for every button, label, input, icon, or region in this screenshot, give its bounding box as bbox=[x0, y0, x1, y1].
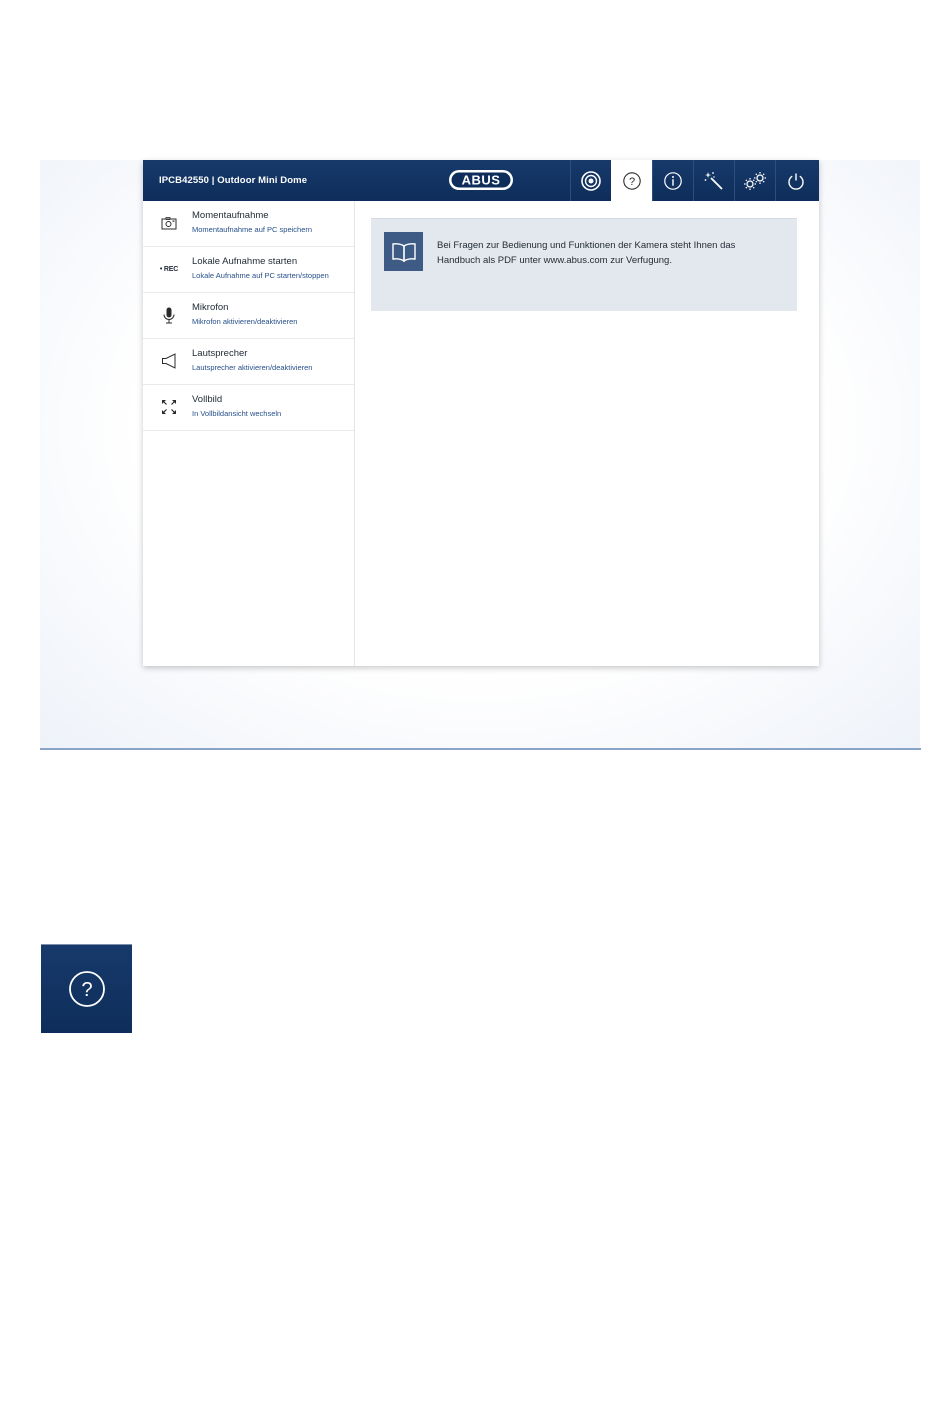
speaker-icon bbox=[157, 350, 181, 372]
sidebar-item-microphone[interactable] bbox=[143, 293, 354, 339]
help-icon bbox=[67, 969, 107, 1009]
magic-wand-icon bbox=[703, 170, 725, 192]
sidebar bbox=[143, 201, 355, 666]
abus-logo bbox=[448, 169, 514, 191]
sidebar-item-subtitle: Lokale Aufnahme auf PC starten/stoppen bbox=[192, 271, 329, 280]
settings-button[interactable] bbox=[734, 160, 775, 201]
top-bar bbox=[143, 160, 819, 201]
sidebar-item-speaker[interactable] bbox=[143, 339, 354, 385]
snapshot-camera-icon bbox=[157, 212, 181, 234]
live-view-button[interactable] bbox=[570, 160, 611, 201]
sidebar-item-title: Lautsprecher bbox=[192, 348, 248, 359]
sidebar-item-fullscreen[interactable] bbox=[143, 385, 354, 431]
sidebar-item-subtitle: Lautsprecher aktivieren/deaktivieren bbox=[192, 363, 313, 372]
power-icon bbox=[786, 171, 806, 191]
info-button[interactable] bbox=[652, 160, 693, 201]
stage-divider bbox=[40, 748, 921, 750]
logo-text: ABUS bbox=[461, 172, 501, 188]
sidebar-item-title: Vollbild bbox=[192, 394, 223, 405]
power-button[interactable] bbox=[775, 160, 816, 201]
svg-text:?: ? bbox=[628, 175, 636, 188]
sidebar-item-title: Lokale Aufnahme starten bbox=[192, 256, 298, 267]
rec-icon bbox=[157, 258, 181, 280]
wizard-button[interactable] bbox=[693, 160, 734, 201]
gears-icon bbox=[742, 170, 768, 192]
help-icon bbox=[622, 171, 642, 191]
info-icon bbox=[663, 171, 683, 191]
sidebar-item-subtitle: Mikrofon aktivieren/deaktivieren bbox=[192, 317, 298, 326]
book-icon bbox=[384, 232, 423, 271]
sidebar-item-title: Momentaufnahme bbox=[192, 210, 269, 221]
sidebar-item-local-recording[interactable] bbox=[143, 247, 354, 293]
sidebar-item-subtitle: Momentaufnahme auf PC speichern bbox=[192, 225, 313, 234]
camera-web-interface bbox=[143, 160, 819, 666]
sidebar-item-title: Mikrofon bbox=[192, 302, 229, 313]
fullscreen-icon bbox=[157, 396, 181, 418]
help-info-panel bbox=[371, 218, 797, 311]
sidebar-item-subtitle: In Vollbildansicht wechseln bbox=[192, 409, 282, 418]
help-info-text: Bei Fragen zur Bedienung und Funktionen der Kamera steht Ihnen das Handbuch als PDF unter www.abus.com zur Verfugung. bbox=[437, 240, 736, 266]
help-button-closeup bbox=[41, 944, 132, 1033]
microphone-icon bbox=[157, 304, 181, 326]
rec-icon-text: • REC bbox=[159, 265, 179, 273]
device-title: IPCB42550 | Outdoor Mini Dome bbox=[159, 175, 308, 186]
svg-text:?: ? bbox=[80, 979, 93, 1001]
sidebar-item-snapshot[interactable] bbox=[143, 201, 354, 247]
camera-lens-icon bbox=[580, 170, 602, 192]
help-button[interactable] bbox=[611, 160, 652, 201]
